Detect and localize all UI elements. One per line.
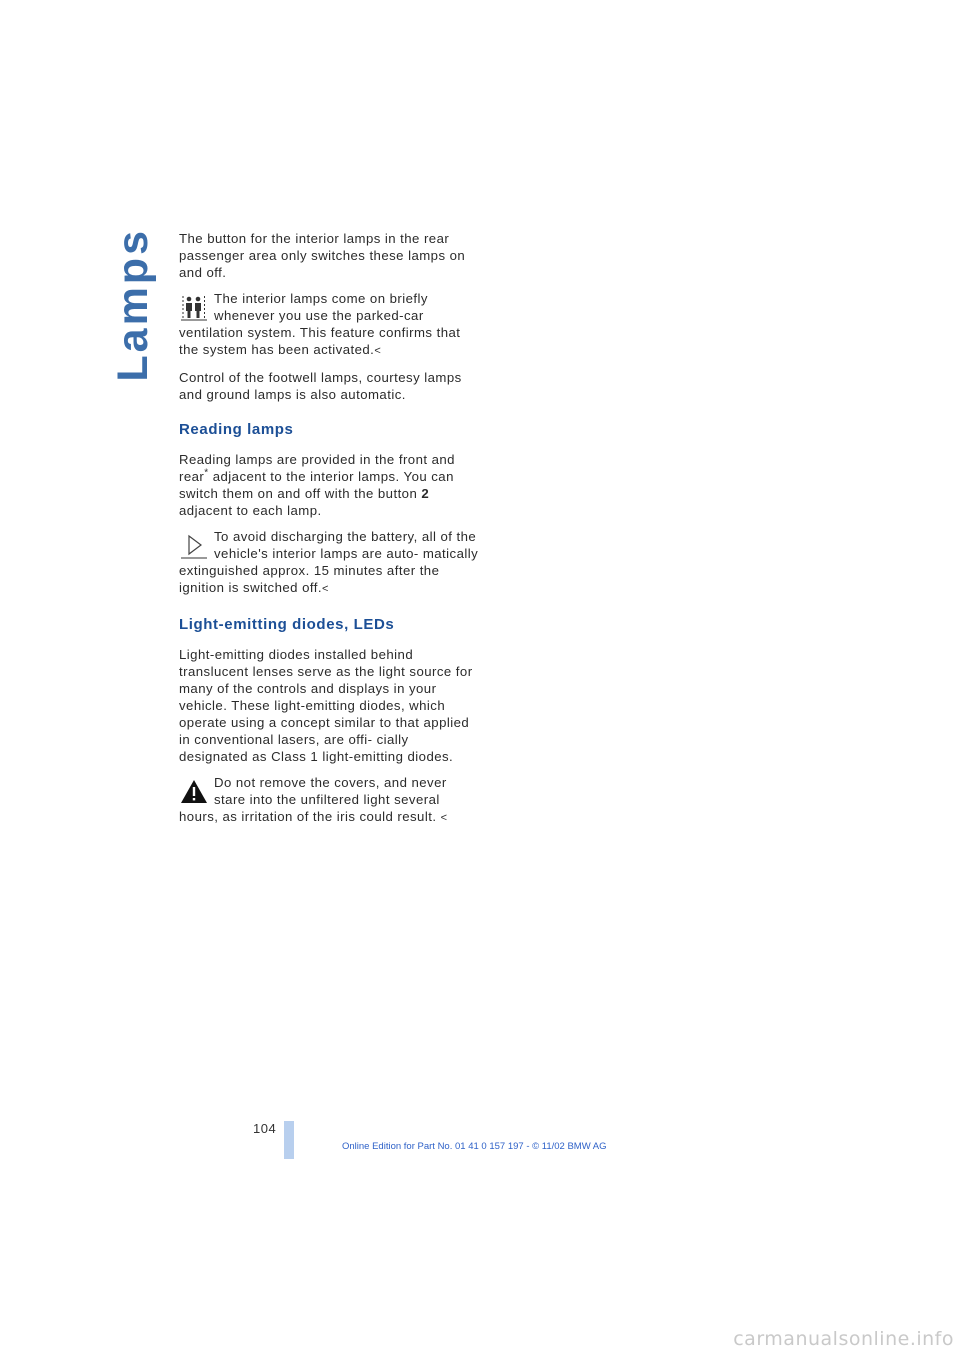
paragraph-leds: Light-emitting diodes installed behind translucent lenses serve as the light source for many of the controls and displays in your vehicle. These light-emitting diodes, which operate using a concept similar to that applied in conventional lasers, are offi- cially designated as Class 1 light-emitting diodes.	[179, 647, 473, 764]
footer-edition-text: Online Edition for Part No. 01 41 0 157 197 - © 11/02 BMW AG	[342, 1141, 607, 1152]
button-number: 2	[421, 486, 430, 501]
ventilation-icon	[179, 292, 209, 322]
end-marker-icon: <	[374, 345, 382, 357]
paragraph-automatic: Control of the footwell lamps, courtesy lamps and ground lamps is also automatic.	[179, 370, 462, 402]
watermark: carmanualsonline.info	[733, 1328, 954, 1350]
warning-icon	[179, 776, 209, 806]
content-column	[179, 230, 479, 836]
note-arrow-icon	[179, 530, 209, 560]
note-warning-text: Do not remove the covers, and never stare into the unfiltered light several hours, as irritation of the iris could result.	[179, 775, 447, 824]
reading-text-b: adjacent to the interior lamps. You can switch them on and off with the button	[179, 469, 454, 501]
paragraph-reading-lamps	[179, 451, 479, 519]
reading-text-a: Reading lamps are provided in the front and rear	[179, 452, 455, 484]
note-ventilation-text: The interior lamps come on briefly whenever you use the parked-car ventilation system. This feature confirms that the system has been activated.	[179, 291, 461, 357]
note-battery-text: To avoid discharging the battery, all of the vehicle's interior lamps are auto- matically extinguished approx. 15 minutes after the ignition is switched off.	[179, 529, 479, 595]
section-title: Lamps	[109, 228, 157, 382]
optional-star: *	[204, 467, 209, 479]
page-number: 104	[253, 1121, 277, 1136]
reading-text-c: adjacent to each lamp.	[179, 503, 322, 518]
end-marker-icon: <	[440, 812, 448, 824]
note-battery	[179, 528, 479, 598]
paragraph-rear-button: The button for the interior lamps in the rear passenger area only switches these lamps on and off.	[179, 231, 466, 280]
heading-leds: Light-emitting diodes, LEDs	[179, 616, 395, 633]
heading-reading-lamps: Reading lamps	[179, 421, 294, 438]
note-ventilation	[179, 290, 479, 360]
note-warning	[179, 774, 479, 827]
end-marker-icon: <	[321, 583, 329, 595]
footer-bar	[284, 1121, 294, 1159]
